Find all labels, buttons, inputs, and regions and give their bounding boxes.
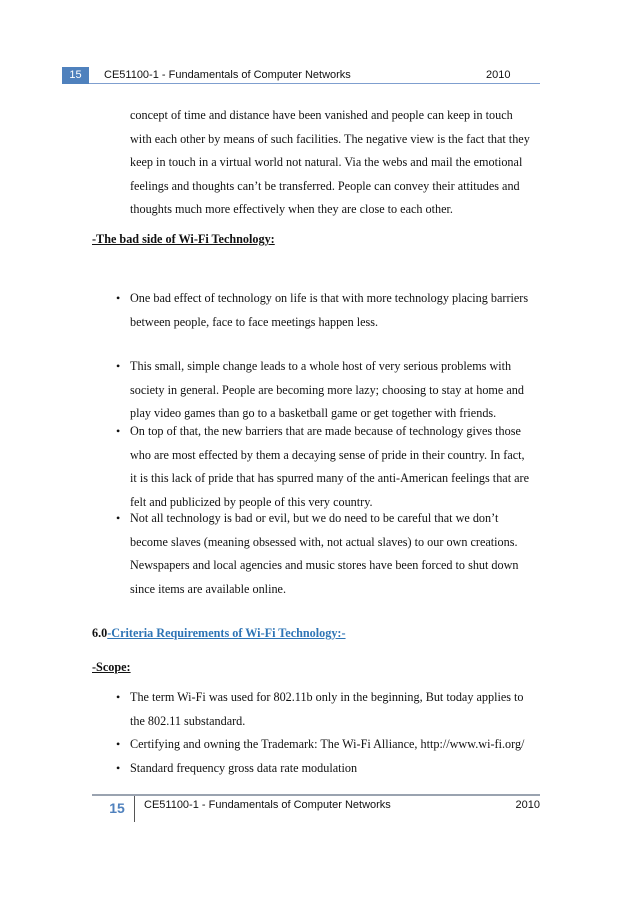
list-item <box>116 757 545 781</box>
list-item-line: play video games than go to a basketball game or get together with friends. <box>130 406 497 421</box>
section-number: 6.0 <box>92 626 108 640</box>
bullet-icon: • <box>116 737 121 751</box>
list-item <box>116 355 545 426</box>
header-page-number: 15 <box>62 67 89 84</box>
list-item <box>116 420 545 514</box>
list-item-line: since items are available online. <box>130 581 287 596</box>
bullet-icon: • <box>116 690 121 704</box>
intro-line: concept of time and distance have been vanished and people can keep in touch <box>130 108 513 122</box>
list-item-line: Not all technology is bad or evil, but we do need to be careful that we don’t <box>130 511 499 525</box>
list-item <box>116 507 545 601</box>
footer-title: CE51100-1 - Fundamentals of Computer Networks <box>144 799 391 811</box>
list-item-line: who are most effected by them a decaying sense of pride in their country. In fact, <box>130 447 525 462</box>
list-item <box>116 686 545 733</box>
list-item-line: felt and publicized by people of this very country. <box>130 494 373 509</box>
bullet-icon: • <box>116 359 121 373</box>
list-item <box>116 287 545 334</box>
list-item-line: it is this lack of pride that has spurred many of the anti-American feelings that are <box>130 471 530 486</box>
bullet-icon: • <box>116 424 121 438</box>
bullet-icon: • <box>116 511 121 525</box>
header-year: 2010 <box>486 69 511 81</box>
list-item-line: The term Wi-Fi was used for 802.11b only in the beginning, But today applies to <box>130 690 524 704</box>
list-item-line: society in general. People are becoming more lazy; choosing to stay at home and <box>130 382 524 397</box>
intro-line: feelings and thoughts can’t be transferred. People can convey their attitudes and <box>130 178 520 193</box>
bullet-icon: • <box>116 761 121 775</box>
intro-line: thoughts much more effectively when they are close to each other. <box>130 202 453 217</box>
section-heading <box>92 626 346 641</box>
list-item-line: Certifying and owning the Trademark: The Wi-Fi Alliance, http://www.wi-fi.org/ <box>130 737 525 751</box>
list-item-line: On top of that, the new barriers that are made because of technology gives those <box>130 424 521 438</box>
list-item-line: between people, face to face meetings happen less. <box>130 314 379 329</box>
footer-year: 2010 <box>515 799 540 811</box>
list-item-line: One bad effect of technology on life is that with more technology placing barriers <box>130 291 529 305</box>
footer-rule <box>92 794 540 796</box>
footer-divider <box>134 796 135 822</box>
bullet-icon: • <box>116 291 121 305</box>
header-rule <box>89 83 540 84</box>
list-item-line: This small, simple change leads to a whole host of very serious problems with <box>130 359 512 373</box>
intro-line: keep in touch in a virtual world not natural. Via the webs and mail the emotional <box>130 155 523 170</box>
list-item-line: become slaves (meaning obsessed with, not actual slaves) to our own creations. <box>130 534 518 549</box>
list-item-line: Newspapers and local agencies and music stores have been forced to shut down <box>130 558 519 573</box>
page-footer <box>92 794 540 824</box>
intro-line: with each other by means of such facilities. The negative view is the fact that they <box>130 131 530 146</box>
list-item <box>116 733 545 757</box>
list-item-line: the 802.11 substandard. <box>130 713 246 728</box>
bad-side-heading: -The bad side of Wi-Fi Technology: <box>92 232 275 246</box>
intro-paragraph <box>130 104 550 222</box>
header-title: CE51100-1 - Fundamentals of Computer Networks <box>104 69 351 81</box>
list-item-line: Standard frequency gross data rate modulation <box>130 761 358 775</box>
section-title-link[interactable]: -Criteria Requirements of Wi-Fi Technology:- <box>107 626 346 640</box>
footer-page-number: 15 <box>109 800 125 816</box>
scope-heading: -Scope: <box>92 660 131 674</box>
page-header <box>62 67 540 84</box>
